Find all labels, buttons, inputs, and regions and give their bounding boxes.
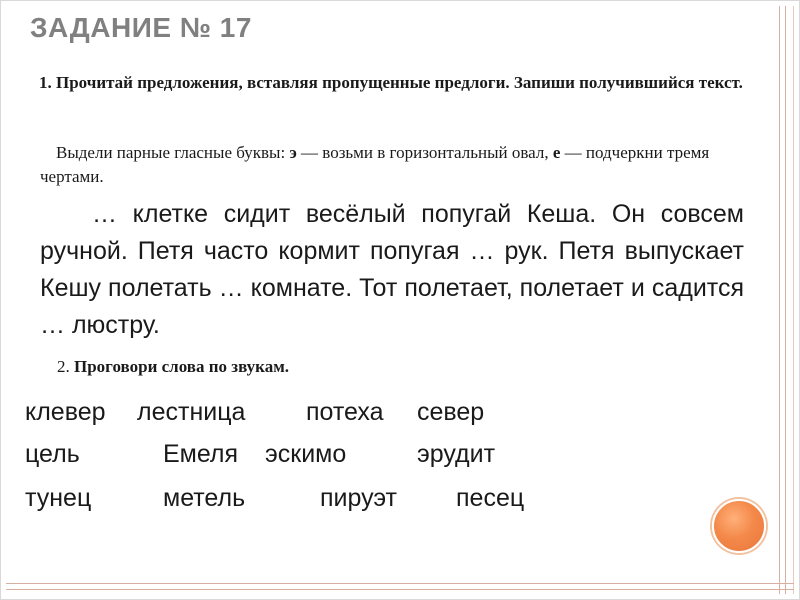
word-item: метель [163,484,246,512]
task-1-instruction: 1. Прочитай предложения, вставляя пропущенные предлоги. Запиши получившийся текст. [39,73,743,92]
task-2-text: Проговори слова по звукам. [69,357,290,376]
word-item: клевер [25,398,106,426]
hint-text: — возьми в горизонтальный овал, [296,143,553,162]
task-1-hint [40,141,752,189]
word-item: цель [25,440,80,468]
frame-line-right [785,6,786,594]
word-item: север [417,398,485,426]
frame-line-bottom [6,589,794,590]
word-item: эрудит [417,440,496,468]
hint-letter-e-reverse: э [289,143,297,162]
exercise-passage: … клетке сидит весёлый попугай Кеша. Он совсем ручной. Петя часто кормит попугая … рук. Петя выпускает Кешу полетать … комнате. Тот полетает, полетает и садится … люстру. [40,200,744,339]
hint-text: Выдели парные гласные буквы: [56,143,290,162]
word-item: песец [456,484,525,512]
frame-line-right [779,6,780,594]
word-item: пируэт [320,484,398,512]
word-item: тунец [25,484,92,512]
hint-letter-e: е [552,143,561,162]
word-item: лестница [137,398,246,426]
word-item: Емеля [163,440,239,468]
hint-text: — подчеркни тремя чертами. [40,143,710,186]
task-2-number: 2. [57,357,70,376]
word-item: эскимо [265,440,347,468]
frame-line-right [793,6,794,594]
slide-title: ЗАДАНИЕ № 17 [30,12,252,43]
task-2-instruction [57,357,289,377]
frame-line-bottom [6,583,794,584]
word-item: потеха [306,398,384,426]
decorative-circle [712,499,766,553]
